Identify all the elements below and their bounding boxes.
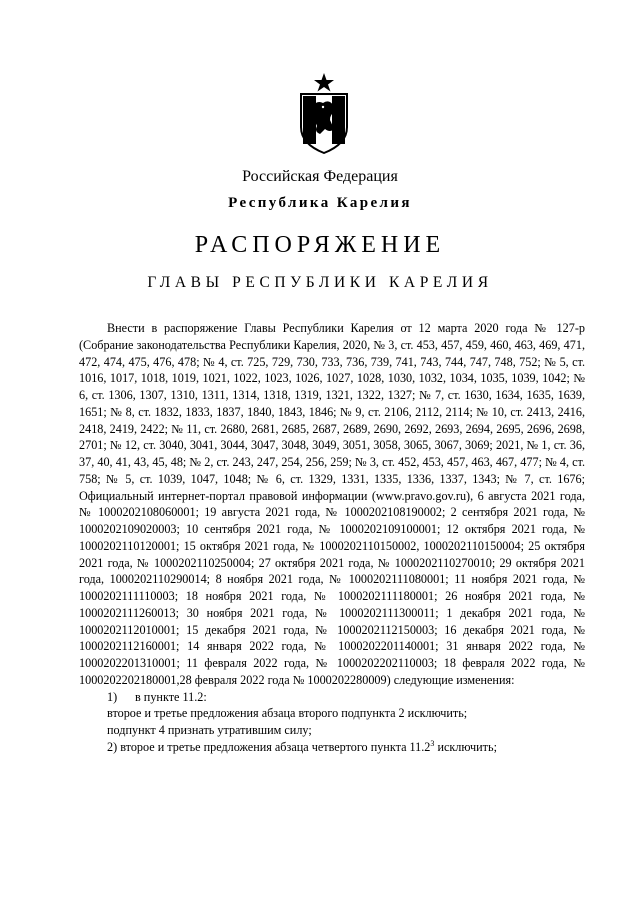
document-body: [79, 320, 585, 756]
issuing-authority: ГЛАВЫ РЕСПУБЛИКИ КАРЕЛИЯ: [147, 274, 493, 291]
list-item-text: в пункте 11.2:: [135, 689, 207, 704]
list-subitem-1: второе и третье предложения абзаца второго подпункта 2 исключить;: [107, 706, 468, 721]
republic-name: Республика Карелия: [228, 195, 412, 211]
list-item-text: второе и третье предложения абзаца четвертого пункта 11.2: [120, 739, 431, 754]
list-item-number: 1): [107, 689, 118, 704]
list-item-tail: исключить;: [437, 739, 497, 754]
list-item-1: [79, 689, 585, 706]
document-type-title: РАСПОРЯЖЕНИЕ: [194, 232, 446, 258]
superscript-mark: 3: [430, 738, 435, 748]
list-item-number: 2): [107, 739, 118, 754]
list-subitem-2: подпункт 4 признать утратившим силу;: [107, 723, 312, 737]
list-item-2: [79, 739, 585, 756]
karelia-coat-of-arms-icon: [299, 72, 349, 154]
intro-paragraph: Внести в распоряжение Главы Республики Карелия от 12 марта 2020 года № 127-р (Собрание законодательства Республики Карелия, 2020, № 3, ст. 453, 457, 459, 460, 463, 469, 471, 472, 474, 475, 476, 478; № 4, ст. 725, 729, 730, 733, 736, 739, 741, 743, 744, 747, 748, 752; № 5, ст. 1016, 1017, 1018, 1019, 1021, 1022, 1023, 1026, 1027, 1028, 1030, 1032, 1034, 1035, 1039, 1042; № 6, ст. 1306, 1307, 1310, 1311, 1314, 1318, 1319, 1321, 1322, 1327; № 7, ст. 1630, 1634, 1635, 1639, 1651; № 8, ст. 1832, 1833, 1837, 1840, 1843, 1846; № 9, ст. 2106, 2112, 2114; № 10, ст. 2413, 2416, 2418, 2419, 2422; № 11, ст. 2680, 2681, 2685, 2687, 2689, 2690, 2692, 2693, 2694, 2695, 2696, 2698, 2701; № 12, ст. 3040, 3041, 3044, 3047, 3048, 3049, 3051, 3058, 3065, 3067, 3069; 2021, № 1, ст. 36, 37, 40, 41, 43, 45, 48; № 2, ст. 243, 247, 254, 256, 259; № 3, ст. 452, 453, 457, 463, 467, 477; № 4, ст. 758; № 5, ст. 1039, 1047, 1048; № 6, ст. 1329, 1331, 1335, 1336, 1337, 1343; № 7, ст. 1676; Официальный интернет-портал правовой информации (www.pravo.gov.ru), 6 августа 2021 года, № 1000202108060001; 19 августа 2021 года, № 1000202108190002; 2 сентября 2021 года, № 1000202109020003; 10 сентября 2021 года, № 1000202109100001; 12 октября 2021 года, № 1000202110120001; 15 октября 2021 года, № 1000202110150002, 1000202110150004; 25 октября 2021 года, № 1000202110250004; 27 октября 2021 года, № 1000202110270010; 29 октября 2021 года, 1000202110290014; 8 ноября 2021 года, № 1000202111080001; 11 ноября 2021 года, № 1000202111110003; 18 ноября 2021 года, № 1000202111180001; 26 ноября 2021 года, № 1000202111260013; 30 ноября 2021 года, № 1000202111300011; 1 декабря 2021 года, № 1000202112010001; 15 декабря 2021 года, № 1000202112150003; 16 декабря 2021 года, № 1000202112160001; 14 января 2022 года, № 1000202201140001; 31 января 2022 года, № 1000202201310001; 11 февраля 2022 года, № 1000202202110003; 18 февраля 2022 года, № 1000202202180001,28 февраля 2022 года № 1000202280009) следующие изменения:: [79, 321, 585, 687]
country-name: Российская Федерация: [242, 168, 398, 185]
